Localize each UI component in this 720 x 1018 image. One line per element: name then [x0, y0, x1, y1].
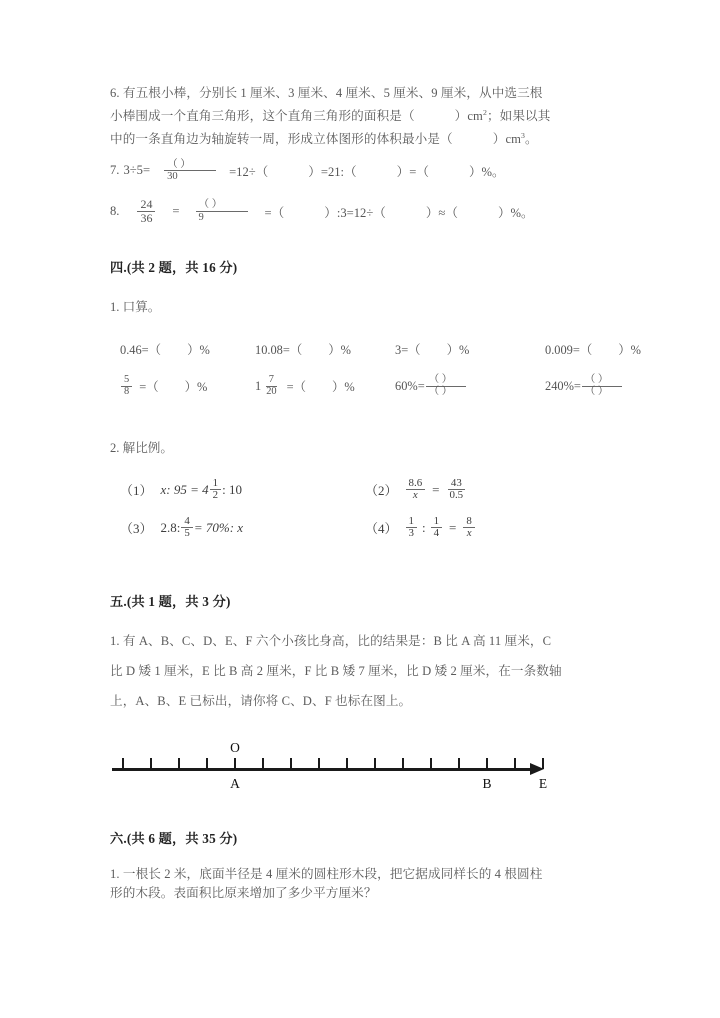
mixed-fraction-part: [263, 375, 279, 398]
proportion-item-4: [365, 516, 610, 540]
proportion-item-2: [365, 478, 610, 502]
proportion-2-equals: =: [432, 481, 440, 497]
question-6-close-paren: ）: [454, 109, 468, 124]
proportion-3-fraction: [181, 516, 192, 540]
proportions-row-2: [120, 516, 632, 540]
question-6-line-1: 6. 有五根小棒，分别长 1 厘米、3 厘米、4 厘米、5 厘米、9 厘米，从中选三根: [110, 86, 543, 100]
number-line-tick: [150, 758, 152, 769]
section-6-question-1-line-1: 1. 一根长 2 米，底面半径是 4 厘米的圆柱形木段，把它据成同样长的 4 根圆柱: [110, 867, 543, 881]
fraction-numerator-blank[interactable]: （ ）: [582, 375, 622, 387]
number-line-tick: [122, 758, 124, 769]
mental-math-close: ）%: [187, 343, 210, 357]
fraction-denominator: x: [412, 489, 418, 502]
question-6-line-3-text: 中的一条直角边为轴旋转一周，形成立体图形的体积最小是（: [110, 132, 453, 147]
percent-lead: 240%=: [545, 378, 581, 393]
question-7-fraction-numerator[interactable]: （ ）: [164, 159, 216, 171]
question-7: [110, 159, 632, 182]
proportion-1-lead: x: 95 = 4: [160, 481, 209, 497]
fraction-numerator: 7: [266, 375, 277, 387]
fraction-numerator: 5: [121, 375, 132, 387]
mental-math-item: [255, 340, 395, 358]
fraction-five-eighths: [121, 375, 132, 398]
number-line-diagram: [112, 740, 572, 802]
mental-math-expression: 10.08=（: [255, 343, 303, 357]
number-line-tick: [234, 758, 236, 769]
number-line-axis: [112, 768, 532, 771]
number-line-tick: [262, 758, 264, 769]
fraction-denominator: 2: [212, 489, 219, 502]
number-line-tick: [458, 758, 460, 769]
mental-math-expression: 3=（: [395, 343, 421, 357]
fraction-numerator: 4: [181, 516, 192, 528]
question-8-fraction-2: [196, 199, 248, 222]
fraction-denominator: 5: [184, 527, 190, 540]
number-line-tick: [402, 758, 404, 769]
mental-math-item: [120, 340, 255, 358]
proportion-1-fraction: [210, 478, 221, 502]
section-4-question-1-title: 1. 口算。: [110, 300, 161, 314]
fraction-numerator: 43: [448, 478, 465, 490]
proportion-3-tail: = 70%: x: [193, 519, 244, 535]
mental-math-expression: 0.009=（: [545, 343, 593, 357]
fraction-numerator: 8: [463, 516, 474, 528]
mental-math-item: [545, 340, 641, 358]
number-line-tick: [318, 758, 320, 769]
question-8-equals-2: =（: [264, 205, 285, 220]
question-8-equals-1: =: [172, 203, 180, 218]
section-5-question-1-line-3: 上，A、B、E 已标出，请你将 C、D、F 也标在图上。: [110, 694, 412, 708]
section-5-question-1-line-2: 比 D 矮 1 厘米，E 比 B 高 2 厘米，F 比 B 矮 7 厘米，比 D 矮 2 厘米，在一条数轴: [110, 664, 562, 678]
proportion-4-fraction-1: [406, 516, 417, 540]
question-8-fraction-1-denominator: 36: [140, 210, 153, 225]
question-6-period: 。: [525, 132, 538, 147]
fraction-denominator: 3: [408, 527, 414, 540]
number-line-tick: [430, 758, 432, 769]
question-7-mid-1: =12÷（: [229, 165, 269, 180]
proportion-4-label: （4）: [365, 521, 398, 537]
mental-math-open: =（: [139, 380, 159, 395]
number-line-tick: [206, 758, 208, 769]
proportion-4-fraction-3: [463, 516, 474, 540]
fraction-denominator: 4: [433, 527, 440, 540]
proportion-2-label: （2）: [365, 483, 398, 499]
mental-math-open: =（: [286, 380, 306, 395]
fraction-denominator: 20: [266, 385, 277, 397]
proportion-4-fraction-2: [431, 516, 442, 540]
question-8-tail: ）%。: [497, 205, 534, 220]
mixed-number-one-and-seven-twentieths: [255, 375, 281, 398]
question-7-fraction-denominator: 30: [167, 171, 178, 183]
question-7-fraction: [164, 159, 216, 182]
section-5-question-1-line-1: 1. 有 A、B、C、D、E、F 六个小孩比身高，比的结果是：B 比 A 高 11 厘米，C: [110, 634, 552, 648]
fraction-numerator: 1: [406, 516, 417, 528]
proportion-4-equals: =: [449, 519, 457, 535]
section-5-question-1: [110, 626, 632, 716]
proportion-item-3: [120, 516, 365, 540]
mental-math-close: ）%: [332, 380, 355, 395]
proportion-2-fraction-right: [447, 478, 467, 502]
mental-math-expression: 0.46=（: [120, 343, 162, 357]
question-8-mid-2: ）≈（: [425, 205, 458, 220]
fraction-numerator: 1: [431, 516, 442, 528]
number-line-label-a: A: [230, 776, 240, 791]
question-6-line-2: [110, 103, 632, 126]
section-6-question-1: [110, 865, 632, 903]
fraction-numerator-blank[interactable]: （ ）: [426, 375, 466, 387]
question-7-tail: ）%。: [468, 165, 505, 180]
fraction-blank: [582, 375, 622, 398]
mental-math-item: [395, 340, 545, 358]
proportion-4-ratio-colon: :: [421, 519, 426, 535]
question-8-number: 8.: [110, 203, 120, 218]
fraction-denominator-blank[interactable]: （ ）: [584, 385, 609, 397]
proportion-3-lead: 2.8:: [160, 519, 181, 535]
number-line-label-e: E: [538, 776, 548, 791]
question-7-number: 7.: [110, 163, 120, 178]
question-7-mid-2: ）=21:（: [308, 165, 357, 180]
fraction-blank: [426, 375, 466, 398]
proportion-1-label: （1）: [120, 483, 153, 499]
fraction-numerator: 1: [210, 478, 221, 490]
mental-math-row-2: [120, 375, 632, 398]
number-line-tick: [178, 758, 180, 769]
question-7-mid-3: ）=（: [396, 165, 429, 180]
mental-math-close: ）%: [618, 343, 641, 357]
mental-math-close: ）%: [184, 380, 208, 395]
question-6-line-2-text: 小棒围成一个直角三角形，这个直角三角形的面积是（: [110, 109, 415, 124]
number-line-tick: [290, 758, 292, 769]
section-6-question-1-line-2: 形的木段。表面积比原来增加了多少平方厘米？: [110, 886, 377, 900]
percent-lead: 60%=: [395, 378, 425, 393]
unit-cm-cubed: $cm^3$: [505, 131, 526, 147]
section-heading-5: 五.(共 1 题，共 3 分): [110, 594, 231, 609]
proportion-1-tail: : 10: [222, 481, 242, 497]
proportion-3-label: （3）: [120, 521, 153, 537]
question-6-line-2-tail: ；如果以其: [486, 109, 551, 124]
number-line-tick: [486, 758, 488, 769]
fraction-denominator-blank[interactable]: （ ）: [428, 385, 453, 397]
mental-math-row-1: [120, 340, 641, 358]
question-8-fraction-2-denominator: 9: [198, 211, 204, 223]
mixed-whole-part: 1: [255, 378, 262, 393]
number-line-tick: [542, 758, 544, 769]
section-heading-6: 六.(共 6 题，共 35 分): [110, 831, 238, 846]
section-4-question-2-title: 2. 解比例。: [110, 441, 173, 455]
number-line-label-o: O: [230, 740, 240, 755]
fraction-denominator: 8: [124, 385, 130, 397]
number-line-tick: [346, 758, 348, 769]
mental-math-close: ）%: [446, 343, 470, 357]
question-8: [110, 198, 632, 224]
proportion-2-fraction-left: [406, 478, 426, 502]
proportion-item-1: [120, 478, 365, 502]
mental-math-item: [255, 375, 395, 398]
fraction-denominator: x: [466, 527, 472, 540]
fraction-numerator: 8.6: [406, 478, 426, 490]
question-8-fraction-1: [137, 198, 155, 224]
question-6-close-paren-2: ）: [492, 132, 506, 147]
proportions-grid: [120, 478, 632, 554]
fraction-denominator: 0.5: [449, 489, 464, 502]
mental-math-item: [395, 375, 545, 398]
unit-cm-squared: $cm^2$: [467, 108, 487, 124]
number-line-tick: [374, 758, 376, 769]
mental-math-item: [545, 375, 623, 398]
question-8-fraction-2-numerator[interactable]: （ ）: [196, 199, 248, 211]
question-7-lead: 3÷5=: [123, 163, 151, 178]
number-line-label-b: B: [482, 776, 492, 791]
section-heading-4: 四.(共 2 题，共 16 分): [110, 260, 238, 275]
mental-math-item: [120, 375, 255, 398]
proportions-row-1: [120, 478, 632, 502]
question-8-fraction-1-numerator: 24: [137, 198, 155, 212]
question-6: [110, 84, 632, 149]
question-8-mid-1: ）:3=12÷（: [324, 205, 386, 220]
question-6-line-3: [110, 126, 632, 149]
mental-math-close: ）%: [328, 343, 351, 357]
number-line-tick: [514, 758, 516, 769]
